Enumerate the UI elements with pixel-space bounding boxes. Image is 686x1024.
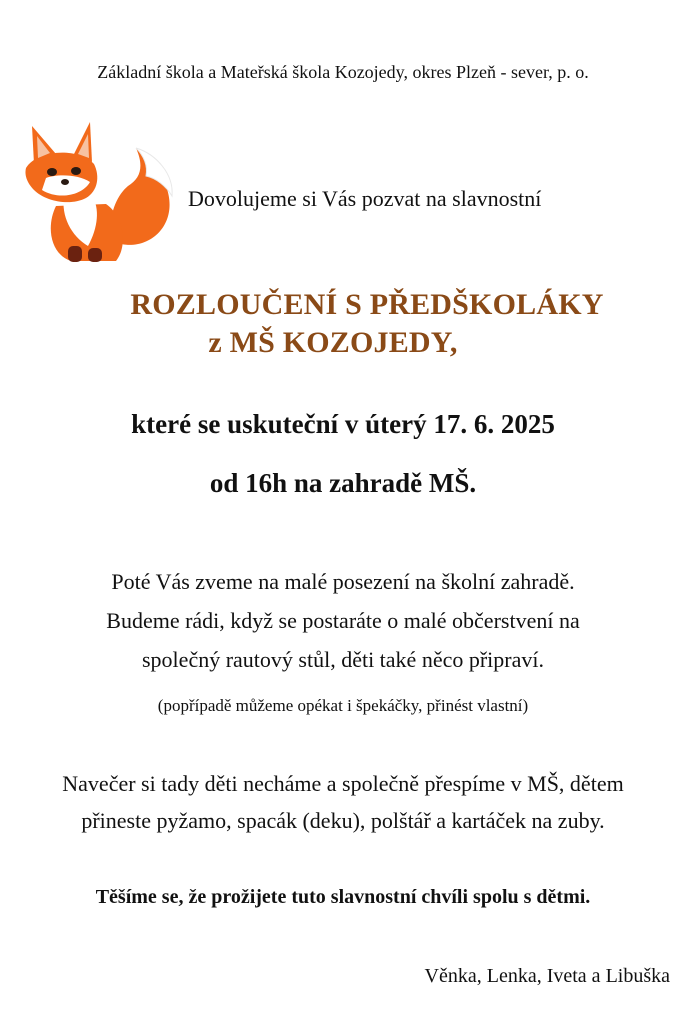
paragraph-line: společný rautový stůl, děti také něco připraví. [142, 647, 544, 672]
overnight-line: Navečer si tady děti necháme a společně přespíme v MŠ, dětem [62, 771, 624, 796]
signature: Věnka, Lenka, Iveta a Libuška [424, 965, 670, 987]
overnight-line: přineste pyžamo, spacák (deku), polštář a kartáček na zuby. [81, 808, 605, 833]
note-text: (popřípadě můžeme opékat i špekáčky, přinést vlastní) [157, 696, 529, 715]
paragraph-line: Poté Vás zveme na malé posezení na školní zahradě. [111, 569, 575, 594]
event-time-place: od 16h na zahradě MŠ. [209, 468, 477, 498]
fox-icon [16, 116, 176, 266]
event-title-location: z MŠ KOZOJEDY, [208, 326, 458, 359]
closing-text: Těšíme se, že prožijete tuto slavnostní chvíli spolu s dětmi. [95, 886, 591, 908]
paragraph-line: Budeme rádi, když se postaráte o malé občerstvení na [106, 608, 580, 633]
event-title: ROZLOUČENÍ S PŘEDŠKOLÁKY [130, 288, 604, 321]
school-header: Základní škola a Mateřská škola Kozojedy, okres Plzeň - sever, p. o. [97, 62, 589, 82]
event-date: které se uskuteční v úterý 17. 6. 2025 [131, 409, 555, 439]
invitation-intro: Dovolujeme si Vás pozvat na slavnostní [188, 186, 542, 211]
